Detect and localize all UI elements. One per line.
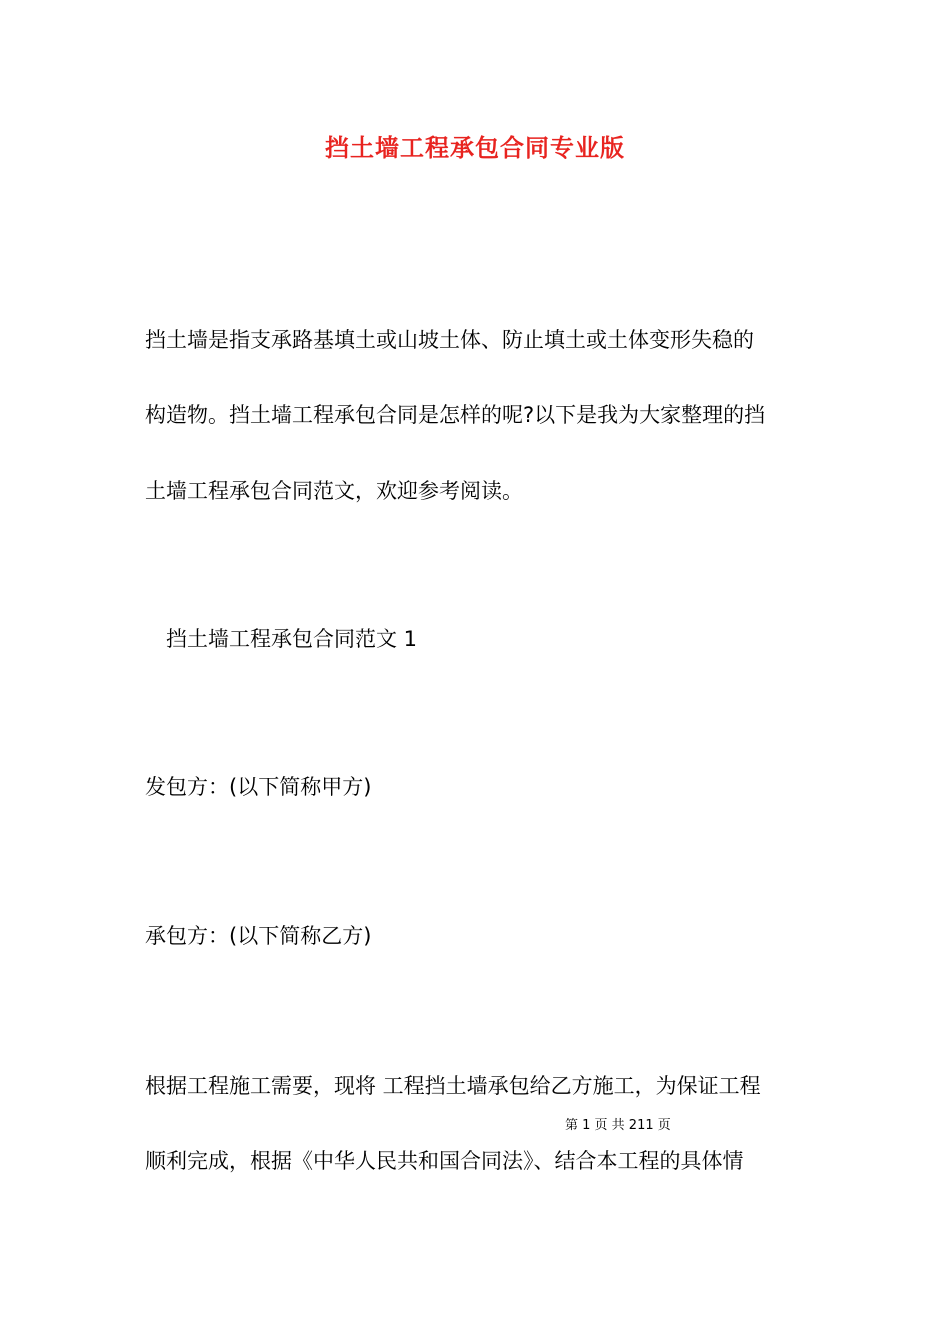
- body-line-1: 根据工程施工需要，现将 工程挡土墙承包给乙方施工，为保证工程: [145, 1074, 761, 1098]
- intro-line-1: 挡土墙是指支承路基填土或山坡土体、防止填土或土体变形失稳的: [145, 328, 754, 352]
- intro-line-2: 构造物。挡土墙工程承包合同是怎样的呢?以下是我为大家整理的挡: [145, 403, 766, 427]
- document-title: 挡土墙工程承包合同专业版: [325, 134, 625, 162]
- body-line-2: 顺利完成，根据《中华人民共和国合同法》、结合本工程的具体情: [145, 1149, 744, 1173]
- party-b-line: 承包方：(以下简称乙方): [145, 924, 372, 948]
- intro-line-3: 土墙工程承包合同范文，欢迎参考阅读。: [145, 479, 523, 503]
- section-heading: 挡土墙工程承包合同范文 1: [166, 627, 418, 651]
- page-footer: 第 1 页 共 211 页: [565, 1118, 671, 1133]
- party-a-line: 发包方：(以下简称甲方): [145, 775, 372, 799]
